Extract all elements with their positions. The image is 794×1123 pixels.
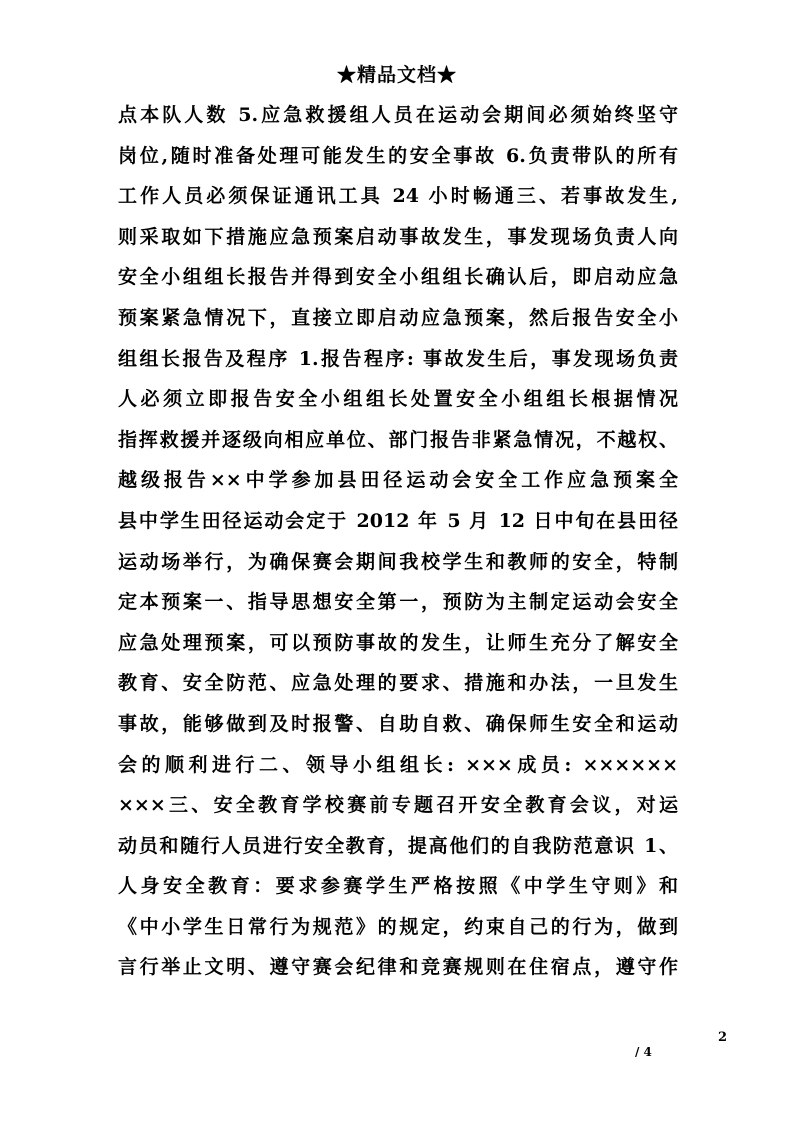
text-line: 预案紧急情况下，直接立即启动应急预案，然后报告安全小 [118, 306, 678, 329]
text-line: 言行举止文明、遵守赛会纪律和竞赛规则在住宿点，遵守作 [118, 956, 678, 979]
text-line: 组组长报告及程序 1.报告程序: 事故发生后，事发现场负责 [118, 347, 678, 370]
text-line: 《中小学生日常行为规范》的规定，约束自己的行为，做到 [118, 915, 678, 938]
text-line: 工作人员必须保证通讯工具 24 小时畅通三、若事故发生, [118, 185, 678, 208]
text-line: 定本预案一、指导思想安全第一，预防为主制定运动会安全 [118, 591, 678, 614]
text-line: 点本队人数 5.应急救援组人员在运动会期间必须始终坚守 [118, 104, 678, 126]
text-line: 教育、安全防范、应急处理的要求、措施和办法，一旦发生 [118, 672, 678, 695]
text-line: 人身安全教育：要求参赛学生严格按照《中学生守则》和 [118, 875, 678, 898]
page-number: 2 [718, 1030, 728, 1045]
text-line: 会的顺利进行二、领导小组组长: ×××成员: ×××××× [118, 753, 678, 776]
text-line: 事故，能够做到及时报警、自助自救、确保师生安全和运动 [118, 712, 678, 735]
text-line: ×××三、安全教育学校赛前专题召开安全教育会议，对运 [118, 794, 678, 817]
text-line: 越级报告××中学参加县田径运动会安全工作应急预案全 [118, 469, 678, 492]
page-total: / 4 [635, 1045, 652, 1059]
text-line: 动员和随行人员进行安全教育，提高他们的自我防范意识 1、 [118, 834, 678, 857]
text-line: 岗位,随时准备处理可能发生的安全事故 6.负责带队的所有 [118, 144, 678, 167]
text-line: 则采取如下措施应急预案启动事故发生，事发现场负责人向 [118, 225, 678, 248]
text-line: 人必须立即报告安全小组组长处置安全小组组长根据情况 [118, 388, 678, 411]
text-line: 县中学生田径运动会定于 2012 年 5 月 12 日中旬在县田径 [118, 509, 678, 532]
text-line: 运动场举行，为确保赛会期间我校学生和教师的安全，特制 [118, 550, 678, 573]
document-body [118, 95, 678, 988]
text-line: 指挥救援并逐级向相应单位、部门报告非紧急情况，不越权、 [118, 428, 678, 451]
text-line: 应急处理预案，可以预防事故的发生，让师生充分了解安全 [118, 631, 678, 654]
document-header-title: ★精品文档★ [336, 64, 457, 86]
text-line: 安全小组组长报告并得到安全小组组长确认后，即启动应急 [118, 266, 678, 289]
